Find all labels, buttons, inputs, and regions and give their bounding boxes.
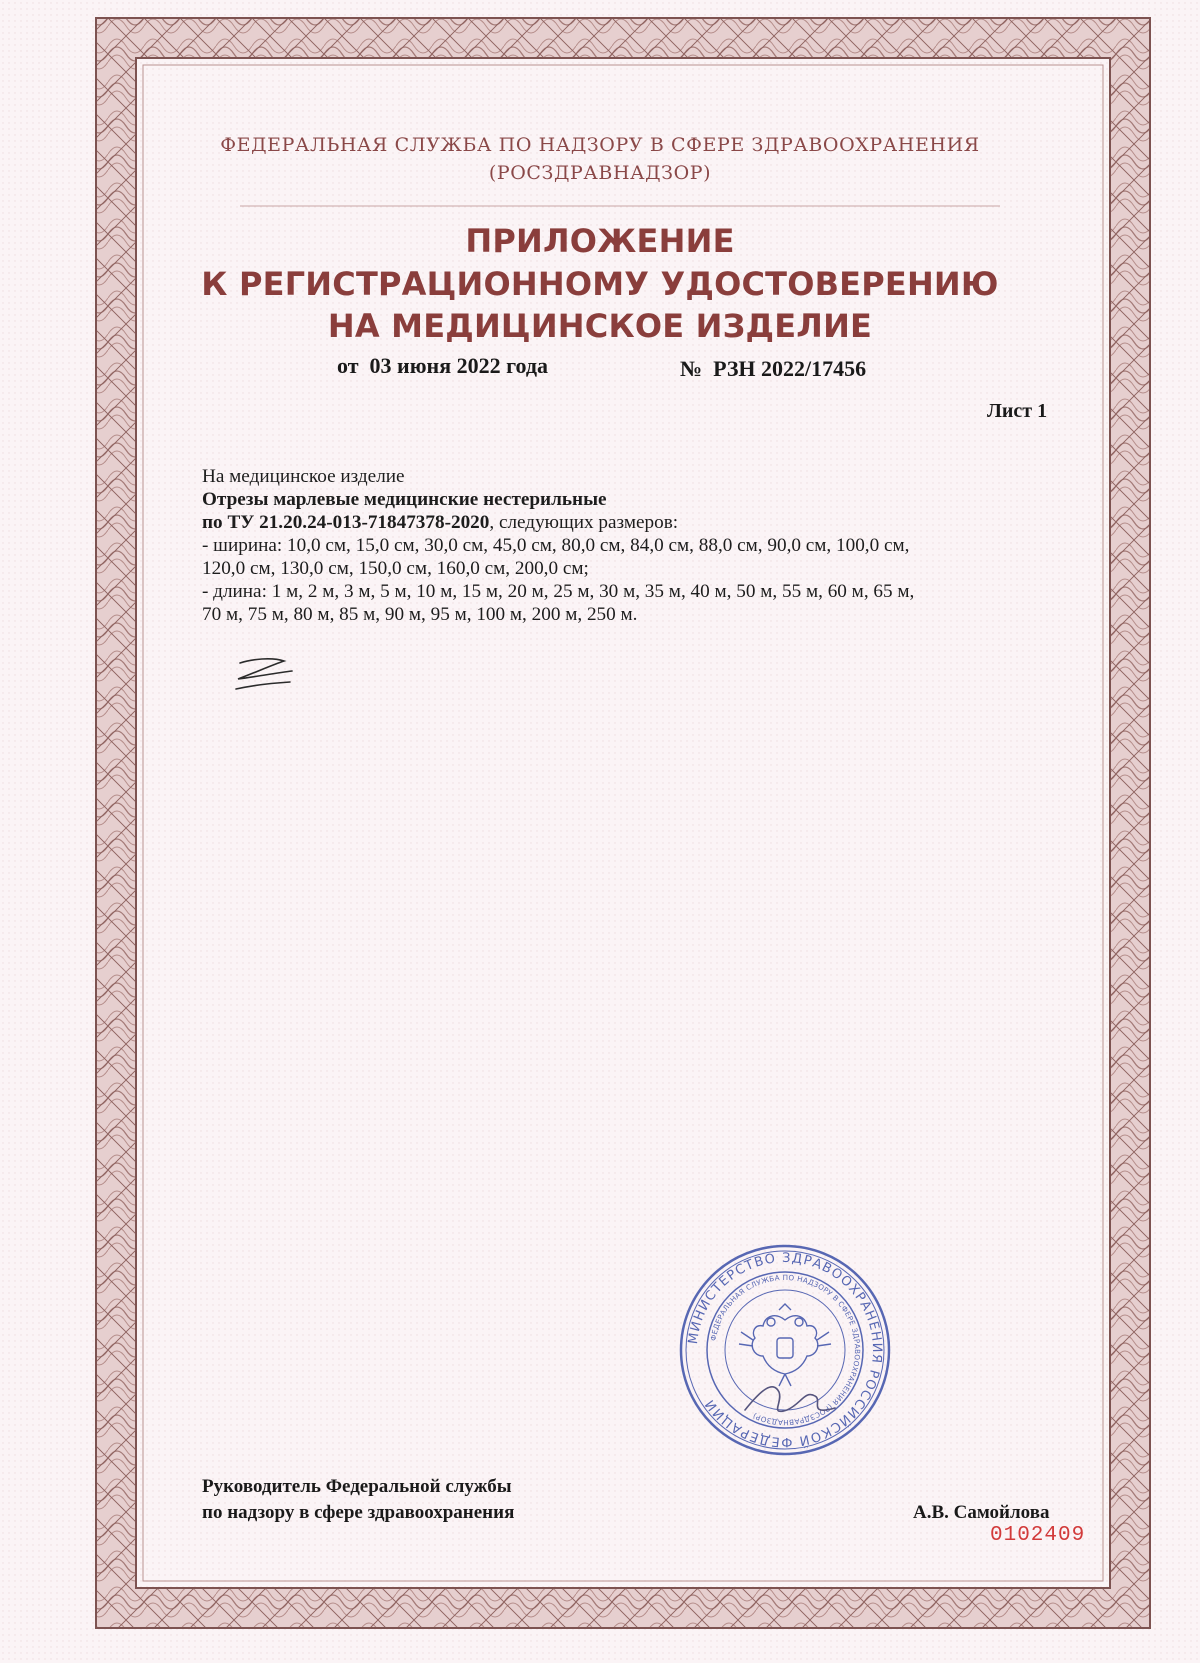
issue-date-line xyxy=(337,353,548,379)
svg-text:ФЕДЕРАЛЬНАЯ СЛУЖБА ПО НАДЗОРУ xyxy=(709,1273,862,1427)
intro-text: На медицинское изделие xyxy=(202,466,405,487)
spec-line xyxy=(202,511,1102,534)
title-line-3: НА МЕДИЦИНСКОЕ ИЗДЕЛИЕ xyxy=(327,307,873,345)
device-description xyxy=(202,465,1102,626)
issue-date: 03 июня 2022 года xyxy=(369,353,549,378)
official-seal xyxy=(675,1240,895,1460)
blank-serial-number: 0102409 xyxy=(990,1524,1086,1547)
tu-rest: , следующих размеров: xyxy=(489,512,679,533)
agency-name: ФЕДЕРАЛЬНАЯ СЛУЖБА ПО НАДЗОРУ В СФЕРЕ ЗДРАВООХРАНЕНИЯ xyxy=(220,134,980,156)
width-line-1: - ширина: 10,0 см, 15,0 см, 30,0 см, 45,0 см, 80,0 см, 84,0 см, 88,0 см, 90,0 см, 100,0 см, xyxy=(202,535,910,556)
agency-short-name: (РОСЗДРАВНАДЗОР) xyxy=(488,162,712,184)
sheet-number: Лист 1 xyxy=(987,400,1048,422)
signatory-name: А.В. Самойлова xyxy=(913,1502,1050,1523)
title-line-2: К РЕГИСТРАЦИОННОМУ УДОСТОВЕРЕНИЮ xyxy=(201,265,999,303)
registration-number: РЗН 2022/17456 xyxy=(713,356,867,381)
registration-number-line xyxy=(680,356,866,382)
length-line-2: 70 м, 75 м, 80 м, 85 м, 90 м, 95 м, 100 м, 200 м, 250 м. xyxy=(202,604,638,625)
tu-reference: по ТУ 21.20.24-013-71847378-2020 xyxy=(202,512,490,533)
seal-inner-text: ФЕДЕРАЛЬНАЯ СЛУЖБА ПО НАДЗОРУ В СФЕРЕ ЗДРАВООХРАНЕНИЯ (РОСЗДРАВНАДЗОР) xyxy=(708,1272,863,1428)
eagle-emblem-icon xyxy=(739,1304,831,1386)
signatory-position-1: Руководитель Федеральной службы xyxy=(202,1476,512,1497)
length-line-1: - длина: 1 м, 2 м, 3 м, 5 м, 10 м, 15 м, 20 м, 25 м, 30 м, 35 м, 40 м, 50 м, 55 м, 60 м, 65 м, xyxy=(202,581,915,602)
title-line-1: ПРИЛОЖЕНИЕ xyxy=(465,222,735,260)
number-prefix: № xyxy=(680,356,703,381)
handwritten-initial-mark xyxy=(232,655,302,695)
date-prefix: от xyxy=(337,353,359,378)
product-name: Отрезы марлевые медицинские нестерильные xyxy=(202,489,607,510)
signatory-position-2: по надзору в сфере здравоохранения xyxy=(202,1502,515,1523)
width-line-2: 120,0 см, 130,0 см, 150,0 см, 160,0 см, 200,0 см; xyxy=(202,558,589,579)
seal-outer-text: МИНИСТЕРСТВО ЗДРАВООХРАНЕНИЯ РОССИЙСКОЙ ФЕДЕРАЦИИ xyxy=(686,1250,885,1450)
